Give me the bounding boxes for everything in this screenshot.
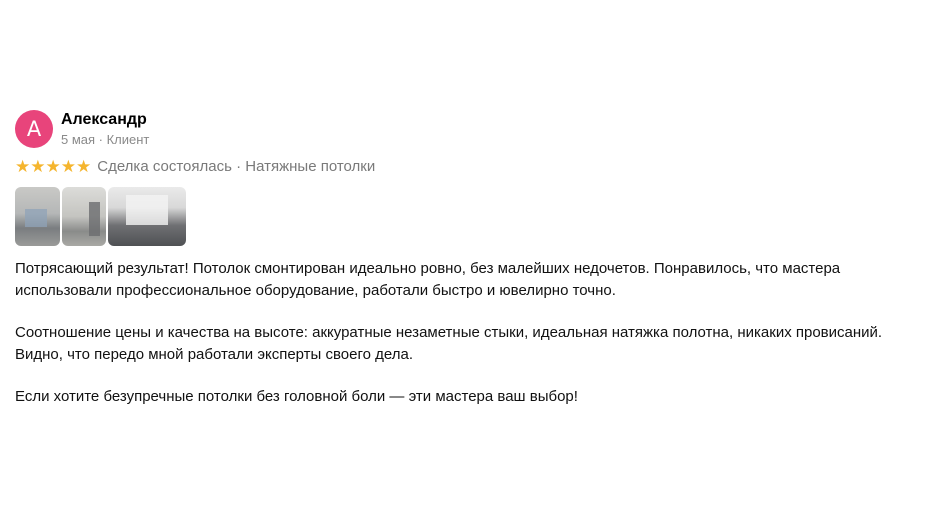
review-meta: 5 мая · Клиент [61, 131, 150, 147]
review-photo-thumbnail[interactable] [62, 187, 106, 246]
star-icon: ★ [45, 157, 61, 177]
star-icon: ★ [15, 157, 31, 177]
review-photos [15, 187, 930, 246]
review-card [15, 108, 930, 428]
star-icon: ★ [30, 157, 46, 177]
review-paragraph: Потрясающий результат! Потолок смонтирован идеально ровно, без малейших недочетов. Понравилось, что мастера использовали профессиональное оборудование, работали быстро и ювелирно точно. [15, 260, 841, 299]
author-name[interactable]: Александр [61, 110, 147, 128]
star-icon: ★ [76, 157, 92, 177]
star-icon: ★ [60, 157, 76, 177]
review-photo-thumbnail[interactable] [15, 187, 60, 246]
review-paragraph: Если хотите безупречные потолки без головной боли — эти мастера ваш выбор! [15, 388, 578, 405]
star-rating [15, 158, 91, 176]
review-paragraph: Соотношение цены и качества на высоте: аккуратные незаметные стыки, идеальная натяжка полотна, никаких провисаний. Видно, что передо мной работали эксперты своего дела. [15, 324, 883, 363]
rating-row [15, 156, 930, 178]
avatar[interactable]: А [15, 110, 53, 148]
review-photo-thumbnail[interactable] [108, 187, 186, 246]
deal-info: Сделка состоялась · Натяжные потолки [97, 158, 376, 175]
review-text [15, 258, 930, 408]
review-header [15, 108, 930, 149]
author-block [61, 110, 149, 148]
